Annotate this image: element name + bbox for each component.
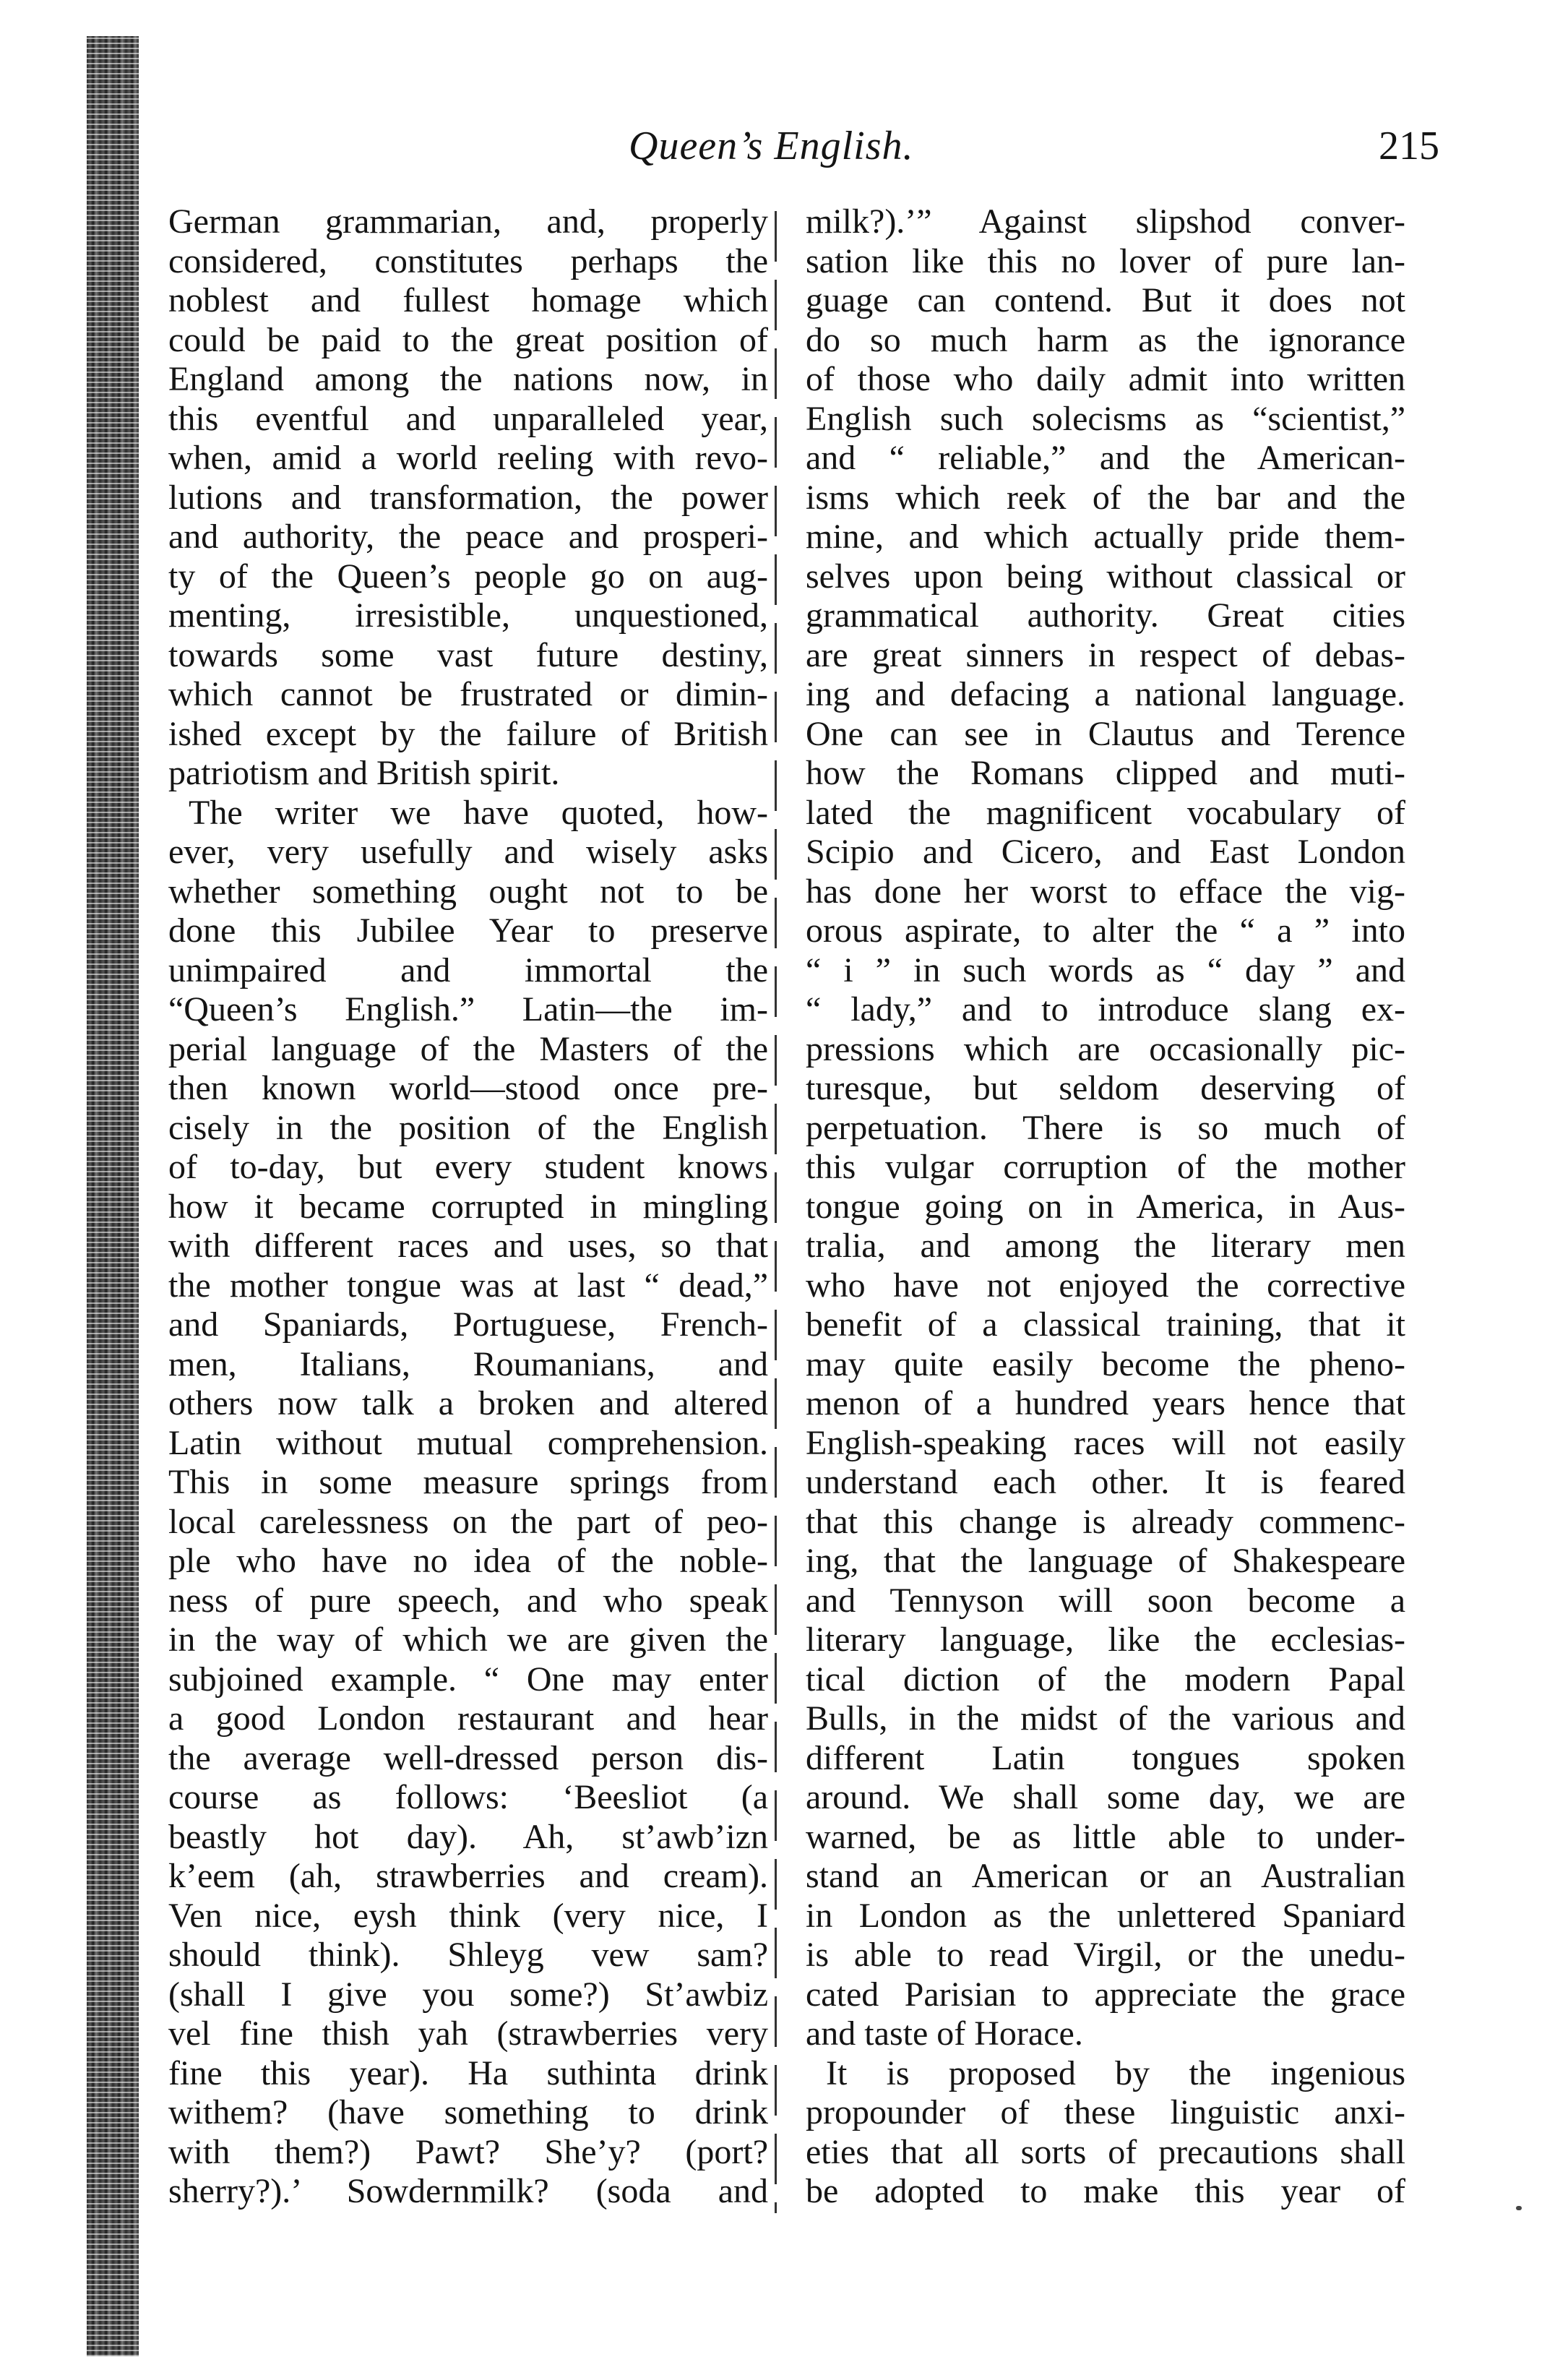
- text-line: mine, and which actually pride them-: [806, 518, 1405, 556]
- text-line: German grammarian, and, properly: [168, 202, 768, 241]
- text-line: beastly hot day). Ah, st’awb’izn: [168, 1817, 768, 1856]
- left-text-column: [168, 202, 768, 2212]
- text-line: of those who daily admit into written: [806, 360, 1405, 398]
- text-line: orous aspirate, to alter the “ a ” into: [806, 911, 1405, 950]
- text-line: understand each other. It is feared: [806, 1463, 1405, 1501]
- text-line: this eventful and unparalleled year,: [168, 399, 768, 438]
- running-head: Queen’s English.: [629, 124, 914, 168]
- text-line: the mother tongue was at last “ dead,”: [168, 1266, 768, 1305]
- text-line: It is proposed by the ingenious: [826, 2053, 1405, 2092]
- text-line: whether something ought not to be: [168, 872, 768, 911]
- text-line: local carelessness on the part of peo-: [168, 1502, 768, 1541]
- text-line: eties that all sorts of precautions shall: [806, 2132, 1405, 2171]
- text-line: in the way of which we are given the: [168, 1620, 768, 1659]
- text-line: “Queen’s English.” Latin—the im-: [168, 990, 768, 1029]
- text-line: ing, that the language of Shakespeare: [806, 1542, 1405, 1580]
- text-line: and Tennyson will soon become a: [806, 1581, 1405, 1620]
- text-line: withem? (have something to drink: [168, 2093, 768, 2131]
- column-divider: [775, 211, 777, 2213]
- text-line: is able to read Virgil, or the unedu-: [806, 1936, 1405, 1974]
- text-line: do so much harm as the ignorance: [806, 320, 1405, 359]
- text-line: “ lady,” and to introduce slang ex-: [806, 990, 1405, 1029]
- text-line: unimpaired and immortal the: [168, 950, 768, 989]
- text-line: and “ reliable,” and the American-: [806, 439, 1405, 477]
- text-line: warned, be as little able to under-: [806, 1817, 1405, 1856]
- text-line: are great sinners in respect of debas-: [806, 635, 1405, 674]
- text-line: around. We shall some day, we are: [806, 1778, 1405, 1816]
- text-line: ty of the Queen’s people go on aug-: [168, 557, 768, 596]
- text-line: milk?).’” Against slipshod conver-: [806, 202, 1405, 241]
- text-line: course as follows: ‘Beesliot (a: [168, 1778, 768, 1816]
- text-line: propounder of these linguistic anxi-: [806, 2093, 1405, 2131]
- text-line: Scipio and Cicero, and East London: [806, 833, 1405, 871]
- text-line: Ven nice, eysh think (very nice, I: [168, 1896, 768, 1935]
- text-line: guage can contend. But it does not: [806, 281, 1405, 319]
- text-line: turesque, but seldom deserving of: [806, 1069, 1405, 1107]
- page-number: 215: [1379, 124, 1439, 168]
- text-line: “ i ” in such words as “ day ” and: [806, 950, 1405, 989]
- text-line: a good London restaurant and hear: [168, 1699, 768, 1738]
- text-line: England among the nations now, in: [168, 360, 768, 398]
- text-line: The writer we have quoted, how-: [189, 793, 768, 832]
- text-line: towards some vast future destiny,: [168, 635, 768, 674]
- text-line: ple who have no idea of the noble-: [168, 1542, 768, 1580]
- text-line: Latin without mutual comprehension.: [168, 1423, 768, 1462]
- text-line: stand an American or an Australian: [806, 1857, 1405, 1895]
- text-line: how it became corrupted in mingling: [168, 1187, 768, 1226]
- text-line: lated the magnificent vocabulary of: [806, 793, 1405, 832]
- text-line: (shall I give you some?) St’awbiz: [168, 1975, 768, 2014]
- text-line: men, Italians, Roumanians, and: [168, 1344, 768, 1383]
- text-line: who have not enjoyed the corrective: [806, 1266, 1405, 1305]
- text-line: could be paid to the great position of: [168, 320, 768, 359]
- text-line: literary language, like the ecclesias-: [806, 1620, 1405, 1659]
- text-line: with them?) Pawt? She’y? (port?: [168, 2132, 768, 2171]
- text-line: and authority, the peace and prosperi-: [168, 518, 768, 556]
- text-line: cisely in the position of the English: [168, 1108, 768, 1147]
- book-binding-edge: [87, 36, 139, 2356]
- text-line: be adopted to make this year of: [806, 2172, 1405, 2210]
- text-line: menon of a hundred years hence that: [806, 1384, 1405, 1422]
- text-line: of to-day, but every student knows: [168, 1148, 768, 1186]
- text-line: that this change is already commenc-: [806, 1502, 1405, 1541]
- text-line: ness of pure speech, and who speak: [168, 1581, 768, 1620]
- text-line: sherry?).’ Sowdernmilk? (soda and: [168, 2172, 768, 2210]
- text-line: how the Romans clipped and muti-: [806, 754, 1405, 792]
- text-line: considered, constitutes perhaps the: [168, 241, 768, 280]
- text-line: pressions which are occasionally pic-: [806, 1029, 1405, 1068]
- text-line: done this Jubilee Year to preserve: [168, 911, 768, 950]
- text-line: Bulls, in the midst of the various and: [806, 1699, 1405, 1738]
- text-line: ever, very usefully and wisely asks: [168, 833, 768, 871]
- text-line: may quite easily become the pheno-: [806, 1344, 1405, 1383]
- text-line: with different races and uses, so that: [168, 1227, 768, 1265]
- text-line: noblest and fullest homage which: [168, 281, 768, 319]
- text-line: patriotism and British spirit.: [168, 754, 560, 792]
- text-line: vel fine thish yah (strawberries very: [168, 2014, 768, 2053]
- text-line: tralia, and among the literary men: [806, 1227, 1405, 1265]
- text-line: different Latin tongues spoken: [806, 1738, 1405, 1777]
- text-line: cated Parisian to appreciate the grace: [806, 1975, 1405, 2014]
- text-line: the average well-dressed person dis-: [168, 1738, 768, 1777]
- text-line: has done her worst to efface the vig-: [806, 872, 1405, 911]
- text-line: menting, irresistible, unquestioned,: [168, 596, 768, 635]
- text-line: in London as the unlettered Spaniard: [806, 1896, 1405, 1935]
- right-text-column: [806, 202, 1405, 2212]
- text-line: perpetuation. There is so much of: [806, 1108, 1405, 1147]
- text-line: English-speaking races will not easily: [806, 1423, 1405, 1462]
- text-line: grammatical authority. Great cities: [806, 596, 1405, 635]
- text-line: One can see in Clautus and Terence: [806, 714, 1405, 753]
- text-line: then known world—stood once pre-: [168, 1069, 768, 1107]
- text-line: benefit of a classical training, that it: [806, 1305, 1405, 1344]
- text-line: ished except by the failure of British: [168, 714, 768, 753]
- text-line: should think). Shleyg vew sam?: [168, 1936, 768, 1974]
- text-line: and taste of Horace.: [806, 2014, 1083, 2053]
- text-line: tongue going on in America, in Aus-: [806, 1187, 1405, 1226]
- ink-speck: [1516, 2206, 1522, 2210]
- text-line: This in some measure springs from: [168, 1463, 768, 1501]
- text-line: selves upon being without classical or: [806, 557, 1405, 596]
- text-line: English such solecisms as “scientist,”: [806, 399, 1405, 438]
- text-line: lutions and transformation, the power: [168, 478, 768, 517]
- text-line: subjoined example. “ One may enter: [168, 1660, 768, 1699]
- text-line: tical diction of the modern Papal: [806, 1660, 1405, 1699]
- text-line: and Spaniards, Portuguese, French-: [168, 1305, 768, 1344]
- text-line: sation like this no lover of pure lan-: [806, 241, 1405, 280]
- text-line: which cannot be frustrated or dimin-: [168, 675, 768, 713]
- text-line: k’eem (ah, strawberries and cream).: [168, 1857, 768, 1895]
- text-line: perial language of the Masters of the: [168, 1029, 768, 1068]
- text-line: isms which reek of the bar and the: [806, 478, 1405, 517]
- text-line: this vulgar corruption of the mother: [806, 1148, 1405, 1186]
- text-line: when, amid a world reeling with revo-: [168, 439, 768, 477]
- text-line: ing and defacing a national language.: [806, 675, 1405, 713]
- text-line: others now talk a broken and altered: [168, 1384, 768, 1422]
- text-line: fine this year). Ha suthinta drink: [168, 2053, 768, 2092]
